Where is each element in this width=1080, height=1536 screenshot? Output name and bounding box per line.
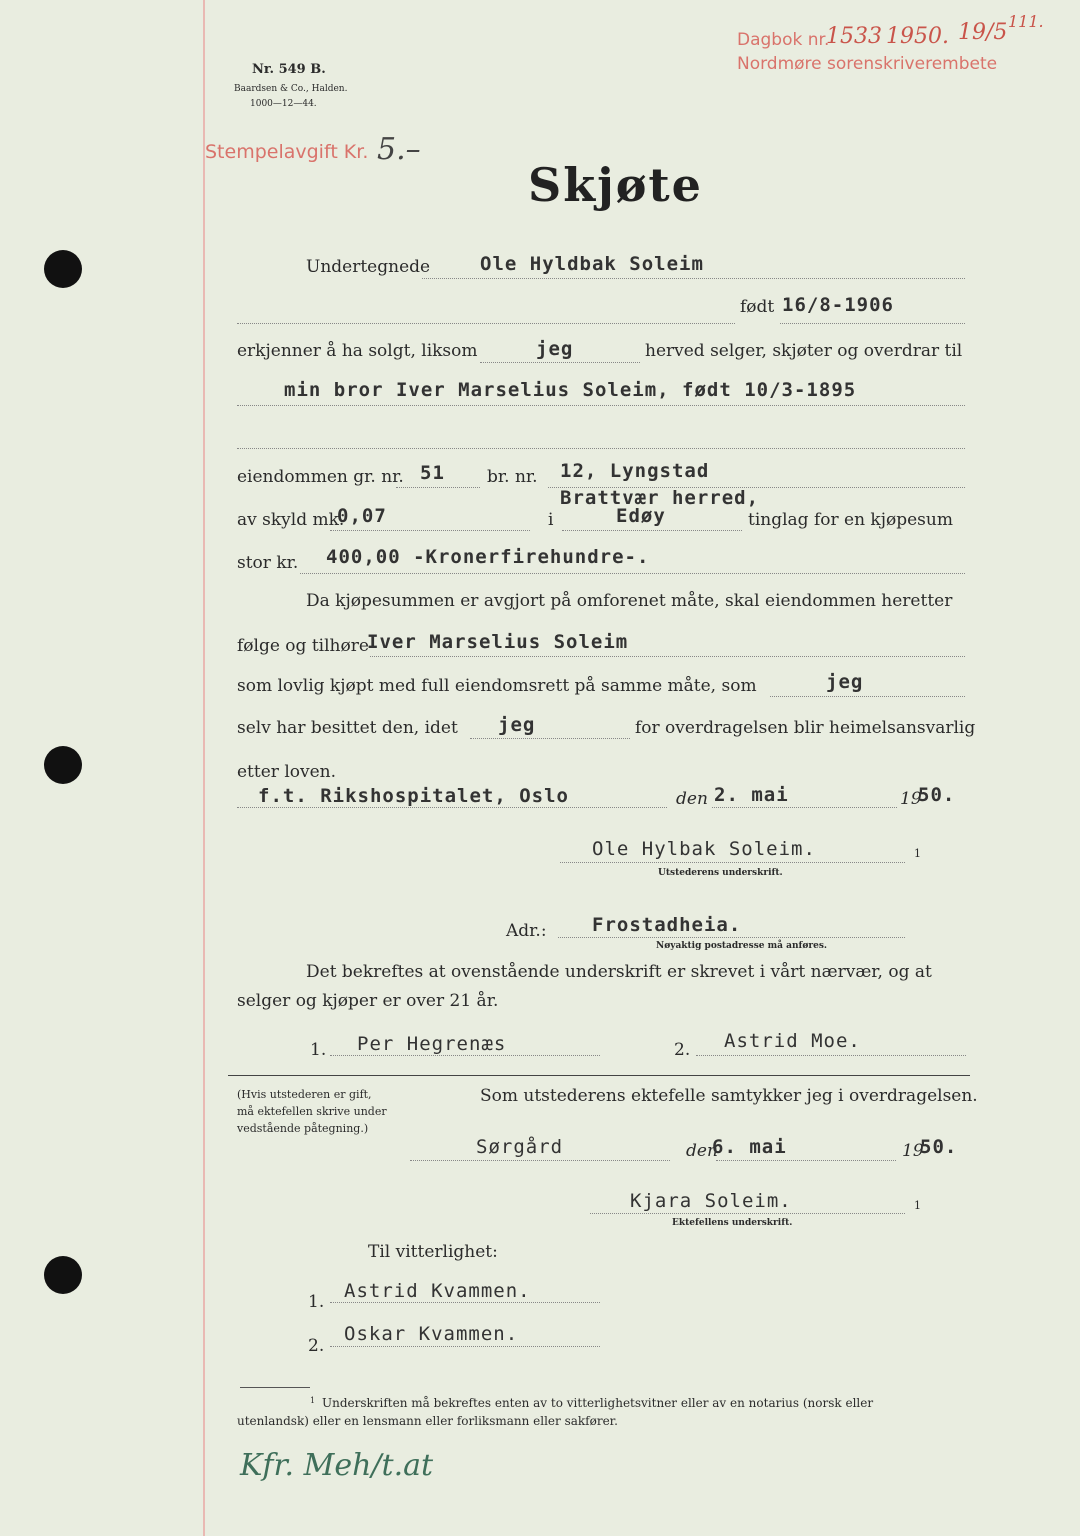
new-owner: Iver Marselius Soleim (367, 631, 629, 653)
seller-born-line (780, 323, 965, 324)
spouse-date-line (716, 1160, 896, 1161)
spouse-year-typed: 50. (920, 1136, 958, 1158)
tinglag-line (562, 530, 742, 531)
av-skyld-label: av skyld mk. (237, 510, 345, 530)
selv-label: selv har besittet den, idet (237, 718, 458, 738)
spouse-caption: Ektefellens underskrift. (672, 1218, 793, 1228)
punch-hole-bottom (44, 1256, 82, 1294)
brnr-label: br. nr. (487, 467, 538, 487)
witness-1-line (330, 1055, 600, 1056)
registry-year: 1950. (886, 24, 949, 49)
buyer-line (237, 405, 965, 406)
footnote-mark: 1 (310, 1396, 316, 1405)
adr-label: Adr.: (506, 921, 547, 941)
year-typed: 50. (918, 784, 956, 806)
stamp-tax-label: Stempelavgift Kr. (205, 141, 369, 163)
den-label: den (676, 789, 708, 809)
amount-line (300, 573, 965, 574)
spouse-den-label: den (686, 1141, 718, 1161)
registry-mark: 111. (1008, 12, 1044, 31)
pronoun-line-2 (770, 696, 965, 697)
folge-label: følge og tilhøre (237, 636, 369, 656)
i-label: i (548, 510, 554, 530)
address-value: Frostadheia. (592, 914, 742, 936)
witness-2-line (696, 1055, 966, 1056)
print-run: 1000—12—44. (250, 99, 317, 109)
fodt-label: født (740, 297, 775, 317)
stamp-tax-value: 5.– (377, 132, 421, 167)
seller-name: Ole Hyldbak Soleim (480, 253, 704, 275)
skyld-line (330, 530, 530, 531)
spouse-signature: Kjara Soleim. (630, 1190, 792, 1212)
document-title: Skjøte (528, 158, 703, 212)
registry-date: 19/5 (958, 20, 1008, 45)
pronoun-2: jeg (826, 671, 864, 693)
footnote-rule (240, 1387, 310, 1388)
footnote-ref-2: 1 (914, 1199, 921, 1212)
place-line (237, 807, 667, 808)
vitterlighet-2-line (330, 1346, 600, 1347)
vitterlighet-2-name: Oskar Kvammen. (344, 1323, 519, 1345)
gnr-line (396, 487, 480, 488)
stor-kr-label: stor kr. (237, 553, 299, 573)
skyld-value: 0,07 (337, 505, 387, 527)
witness-2-number: 2. (674, 1040, 691, 1060)
footnote-line-2: utenlandsk) eller en lensmann eller forliksmann eller sakfører. (237, 1414, 618, 1428)
amount-value: 400,00 -Kronerfirehundre-. (326, 546, 650, 568)
herved-label: herved selger, skjøter og overdrar til (645, 341, 963, 361)
pronoun-1: jeg (536, 338, 574, 360)
address-caption: Nøyaktig postadresse må anføres. (656, 941, 828, 951)
issuer-signature-line (560, 862, 905, 863)
spouse-note-3: vedstående påtegning.) (237, 1122, 369, 1135)
spouse-note-1: (Hvis utstederen er gift, (237, 1088, 372, 1101)
form-number: Nr. 549 B. (252, 62, 326, 77)
spouse-consent-text: Som utstederens ektefelle samtykker jeg i overdragelsen. (480, 1086, 978, 1106)
witness-1-number: 1. (310, 1040, 327, 1060)
blank-line-2 (237, 448, 965, 449)
eiendommen-label: eiendommen gr. nr. (237, 467, 404, 487)
tinglag-value: Edøy (616, 505, 666, 527)
new-owner-line (370, 656, 965, 657)
spouse-year-printed: 19 (902, 1141, 924, 1161)
signing-date: 2. mai (714, 784, 789, 806)
vitterlighet-2-number: 2. (308, 1336, 325, 1356)
red-margin-line (203, 0, 205, 1536)
vitterlighet-1-name: Astrid Kvammen. (344, 1280, 531, 1302)
registry-stamp-label: Dagbok nr. (737, 30, 830, 50)
bnr-value: 12, Lyngstad (560, 460, 710, 482)
da-kjop-text: Da kjøpesummen er avgjort på omforenet måte, skal eiendommen heretter (306, 591, 953, 611)
printer-name: Baardsen & Co., Halden. (234, 84, 348, 94)
registry-number: 1533 (826, 24, 882, 49)
overdragelsen-label: for overdragelsen blir heimelsansvarlig (635, 718, 976, 738)
pronoun-3: jeg (498, 714, 536, 736)
date-line (712, 807, 897, 808)
punch-hole-middle (44, 746, 82, 784)
etter-loven: etter loven. (237, 762, 337, 782)
issuer-signature: Ole Hylbak Soleim. (592, 838, 816, 860)
spouse-note-2: må ektefellen skrive under (237, 1105, 387, 1118)
pronoun-line-3 (470, 738, 630, 739)
seller-name-line (422, 278, 965, 279)
spouse-place: Sørgård (476, 1136, 564, 1158)
undertegnede-label: Undertegnede (306, 257, 431, 277)
lovlig-label: som lovlig kjøpt med full eiendomsrett på samme måte, som (237, 676, 757, 696)
confirmation-line-1: Det bekreftes at ovenstående underskrift er skrevet i vårt nærvær, og at (306, 962, 932, 982)
gnr-value: 51 (420, 462, 445, 484)
signing-place: f.t. Rikshospitalet, Oslo (258, 785, 569, 807)
spouse-signature-line (590, 1213, 905, 1214)
confirmation-line-2: selger og kjøper er over 21 år. (237, 991, 499, 1011)
footnote-line-1: Underskriften må bekreftes enten av to vitterlighetsvitner eller av en notarius (norsk eller (322, 1396, 874, 1410)
herred-value: Brattvær herred, (560, 487, 760, 509)
year-printed: 19 (900, 789, 922, 809)
footnote-ref-1: 1 (914, 847, 921, 860)
spouse-place-line (410, 1160, 670, 1161)
section-divider (228, 1075, 970, 1076)
punch-hole-top (44, 250, 82, 288)
tinglag-label: tinglag for en kjøpesum (748, 510, 953, 530)
registry-office: Nordmøre sorenskriverembete (737, 54, 998, 74)
witness-1-name: Per Hegrenæs (357, 1033, 507, 1055)
seller-born: 16/8-1906 (782, 294, 894, 316)
witness-2-name: Astrid Moe. (724, 1030, 861, 1052)
address-line (558, 937, 905, 938)
vitterlighet-1-line (330, 1302, 600, 1303)
spouse-date: 6. mai (712, 1136, 787, 1158)
issuer-caption: Utstederens underskrift. (658, 868, 783, 878)
blank-line (237, 323, 735, 324)
vitterlighet-1-number: 1. (308, 1292, 325, 1312)
pronoun-line-1 (480, 362, 640, 363)
buyer-name: min bror Iver Marselius Soleim, født 10/3-1895 (284, 379, 857, 401)
vitterlighet-label: Til vitterlighet: (368, 1242, 498, 1262)
bottom-handwritten-signature: Kfr. Meh/t.at (240, 1448, 434, 1483)
erkjenner-label: erkjenner å ha solgt, liksom (237, 341, 478, 361)
